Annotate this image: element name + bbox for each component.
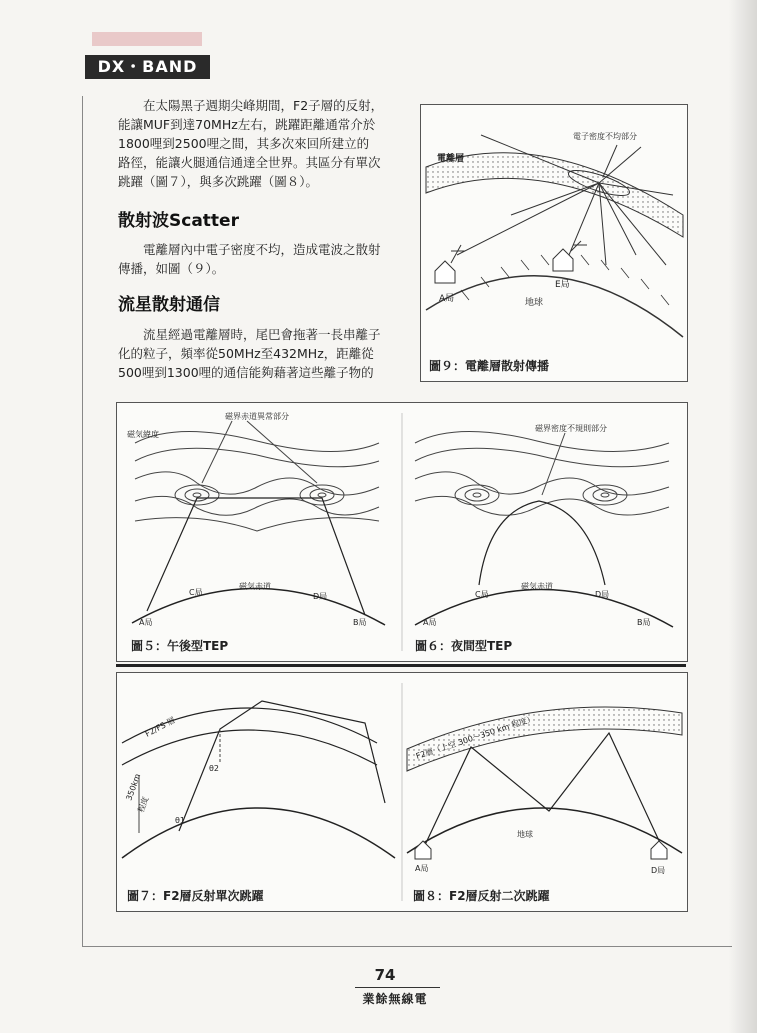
anomaly-ring [455,485,499,505]
figure-9 [420,104,688,382]
label-earth: 地球 [517,830,533,839]
irregular-pointer [542,433,565,495]
text-line: 電離層內中電子密度不均，造成電波之散射 [143,242,381,257]
section-tag: DX・BAND [85,55,210,79]
label-anomaly: 磁界赤道異常部分 [225,412,289,421]
figure-7 [122,701,395,858]
label-station-d: D局 [595,590,610,599]
figure-9-caption: 圖９：電離層散射傳播 [429,359,550,373]
label-station-d: D局 [651,866,666,875]
label-latitude: 磁気緯度 [127,430,159,439]
text-line: 500哩到1300哩的通信能夠藉著這些離子物的 [118,365,374,380]
label-f2-layer: F2/FS 層 [143,715,177,739]
anomaly-ring [465,489,489,501]
anomaly-ring [318,493,326,497]
earth-surface [122,808,395,858]
figure-6-caption: 圖６：夜間型TEP [415,639,513,653]
text-line: 能讓MUF到達70MHz左右，跳躍距離通常介於 [118,117,376,132]
text-line: 在太陽黑子週期尖峰期間，F2子層的反射， [143,98,384,113]
field-line [415,431,669,451]
figure-6 [415,423,673,627]
f2-layer-lower [122,730,377,765]
figure-5-6-frame [116,402,688,662]
figure-9-diagram [421,105,687,381]
figure-separator [116,664,686,667]
article-paragraph-1 [118,96,388,191]
propagation-path [479,501,605,585]
article-paragraph-3 [118,325,388,382]
figure-7-caption: 圖７：F2層反射單次跳躍 [127,889,264,903]
propagation-path [147,498,365,615]
text-line: 傳播，如圖（９）。 [118,261,225,276]
label-station-d: D局 [313,592,328,601]
page-rule-bottom [82,946,732,947]
text-line: 流星經過電離層時，尾巴會拖著一長串離子 [143,327,381,342]
antenna-e-icon [571,241,587,251]
figure-8-caption: 圖８：F2層反射二次跳躍 [413,889,550,903]
page-number: 74 [374,966,396,984]
heading-scatter: 散射波Scatter [118,211,239,231]
anomaly-ring [601,493,609,497]
field-line [135,431,379,451]
text-line: 跳躍（圖７），與多次跳躍（圖８）。 [118,174,319,189]
label-station-e: E局 [555,280,570,290]
figure-5-caption: 圖５：午後型TEP [131,639,229,653]
heading-meteor: 流星散射通信 [118,295,220,315]
anomaly-pointer [202,421,232,483]
figure-5-6-diagram [117,403,687,661]
field-line [415,472,669,495]
label-approx: 程度 [136,795,151,814]
field-line [415,496,669,515]
house-a-icon [415,841,431,859]
label-station-a: A局 [423,618,437,627]
figure-7-8-frame [116,672,688,912]
anomaly-ring [175,485,219,505]
label-station-a: A局 [139,618,153,627]
label-station-a: A局 [439,294,455,304]
page-rule-left [82,96,83,946]
magazine-name: 業餘無線電 [362,992,428,1006]
house-d-icon [651,841,667,859]
label-ionosphere: 電離層 [437,154,465,164]
label-theta2: θ2 [209,764,219,773]
field-line [135,518,379,531]
label-equator: 磁気赤道 [521,582,553,591]
label-station-a: A局 [415,864,429,873]
label-irregular: 磁界密度不規則部分 [535,424,607,433]
text-line: 路徑，能讓火腿通信通達全世界。其區分有單次 [118,155,381,170]
house-a-icon [435,261,455,283]
article-paragraph-2 [118,240,388,278]
label-uneven-density: 電子密度不均部分 [573,132,637,141]
label-f2-layer: F2層（上空 300～350 km 程度） [414,713,536,761]
label-earth: 地球 [525,298,544,308]
label-station-c: C局 [475,590,489,599]
text-line: 1800哩到2500哩之間，其多次來回所建立的 [118,136,370,151]
figure-5 [127,411,385,627]
label-equator: 磁気赤道 [239,582,271,591]
label-theta1: θ1 [175,816,185,825]
section-tag-top [92,32,202,46]
f2-layer-band [407,707,682,771]
earth-surface [415,589,673,627]
earth-surface [407,808,682,853]
label-station-b: B局 [353,618,367,627]
footer-rule [355,987,440,988]
anomaly-ring [473,493,481,497]
figure-8 [407,707,682,875]
anomaly-pointer [247,421,317,483]
earth-surface [132,588,385,625]
label-height: 350km [124,772,143,802]
figure-7-8-diagram [117,673,687,911]
label-station-b: B局 [637,618,651,627]
label-station-c: C局 [189,588,203,597]
page-fold-shadow [728,0,757,1033]
text-line: 化的粒子，頻率從50MHz至432MHz，距離從 [118,346,374,361]
uneven-pointer [603,145,617,177]
anomaly-ring [193,493,201,497]
